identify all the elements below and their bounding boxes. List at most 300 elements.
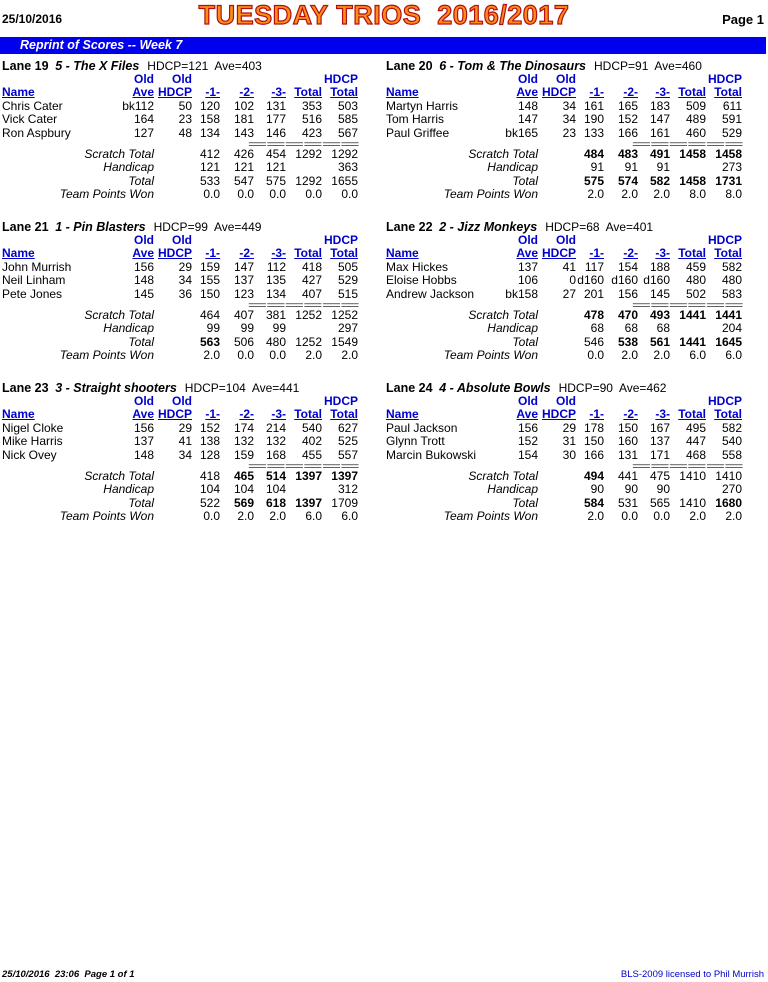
player-g1: 161 [583,98,604,113]
handicap-row-label: Handicap [487,482,538,497]
scratch-total-row-value: 470 [617,308,638,323]
player-htotal: 558 [721,447,742,462]
team-points-row-value: 0.0 [269,187,286,202]
player-name: Martyn Harris [386,98,459,113]
player-htotal: 529 [337,273,358,288]
scratch-total-row-value: 1441 [715,308,742,323]
scratch-total-row-label: Scratch Total [468,147,538,162]
player-g2: 152 [617,112,638,127]
handicap-row-value: 270 [721,482,742,497]
separator: ==== ==== ==== ==== ==== ==== [248,139,358,150]
player-row [2,288,358,301]
col-hdcp-top: HDCP [707,394,742,408]
total-row-label: Total [128,334,154,349]
handicap-row-value [670,483,706,496]
player-g3: 132 [265,434,286,449]
team-points-row-value: 0.0 [341,187,358,202]
col-hdcp-top: HDCP [707,72,742,86]
lane-number: Lane 22 [386,220,433,234]
player-htotal: 582 [721,420,742,435]
total-row-value: 569 [233,495,254,510]
col-game1: -1- [589,246,604,261]
total-row-value: 1441 [679,334,706,349]
player-total: 540 [301,420,322,435]
handicap-row-value: 121 [265,160,286,175]
player-g2: 165 [617,98,638,113]
team-points-row-value: 0.0 [237,348,254,363]
player-hdcp: 34 [562,112,576,127]
team-points-row-value: 6.0 [305,509,322,524]
scratch-total-row-value: 1292 [295,147,322,162]
player-ave: bk165 [505,125,538,140]
player-htotal: 525 [337,434,358,449]
total-row-value: 1410 [679,495,706,510]
col-total: Total [678,407,706,422]
handicap-row-value: 68 [624,321,638,336]
handicap-row [386,483,742,496]
team-average: Ave=403 [214,59,262,73]
player-g1: 120 [199,98,220,113]
handicap-row-value: 68 [656,321,670,336]
col-old-hdcp: Old [172,233,192,247]
lane-heading [2,381,382,395]
player-g3: 112 [266,259,286,274]
player-row [386,127,742,140]
col-name: Name [2,246,35,261]
player-g3: d160 [643,273,670,288]
handicap-row-value [286,161,322,174]
scratch-total-row-value: 491 [649,147,670,162]
handicap-row-value: 363 [337,160,358,175]
scratch-total-row-value: 483 [617,147,638,162]
col-ave: Ave [516,85,538,100]
player-g3: 167 [649,420,670,435]
player-htotal: 503 [337,98,358,113]
col-hdcp: HDCP [157,85,192,100]
col-old-ave: Old [134,233,154,247]
scratch-total-row-label: Scratch Total [468,308,538,323]
total-row-value: 546 [583,334,604,349]
player-hdcp: 30 [562,447,576,462]
player-name: Eloise Hobbs [386,273,457,288]
lane-block [2,381,382,524]
separator: ==== ==== ==== ==== ==== ==== [632,139,742,150]
handicap-row-value: 90 [656,482,670,497]
total-row-value: 1549 [331,334,358,349]
col-old-ave: Old [134,394,154,408]
scratch-total-row-value: 478 [583,308,604,323]
player-g3: 188 [649,259,670,274]
scratch-total-row-label: Scratch Total [84,147,154,162]
team-hdcp: HDCP=99 [153,220,208,234]
total-row-label: Total [128,173,154,188]
handicap-row-value [286,483,322,496]
player-name: Chris Cater [2,98,63,113]
scratch-total-row-value: 441 [617,469,638,484]
lane-block [2,59,382,202]
player-ave: 156 [133,420,154,435]
total-row-value: 565 [649,495,670,510]
header-row [2,247,358,260]
player-g3: 183 [649,98,670,113]
scratch-total-row [2,148,358,161]
scratch-total-row-value: 464 [199,308,220,323]
player-hdcp: 48 [178,125,192,140]
player-name: Ron Aspbury [2,125,71,140]
col-hdcp-total: Total [714,407,742,422]
col-total: Total [678,246,706,261]
total-row-value: 575 [583,173,604,188]
handicap-row-value: 312 [337,482,358,497]
player-name: Paul Jackson [386,420,458,435]
total-row-value: 561 [649,334,670,349]
team-points-row-value: 8.0 [725,187,742,202]
team-name: 3 - Straight shooters [55,381,177,395]
player-g3: 146 [265,125,286,140]
player-htotal: 611 [722,98,742,113]
player-g1: 190 [583,112,604,127]
player-row [386,449,742,462]
total-row-value: 1680 [715,495,742,510]
player-g2: 160 [617,434,638,449]
header-row-top [2,234,358,247]
total-row-value: 584 [583,495,604,510]
col-name: Name [2,407,35,422]
player-row [2,449,358,462]
handicap-row-value: 104 [265,482,286,497]
handicap-row [386,161,742,174]
player-g1: 128 [199,447,220,462]
player-g1: 133 [583,125,604,140]
lane-number: Lane 24 [386,381,433,395]
total-row-value: 1731 [715,173,742,188]
scratch-total-row-value: 381 [265,308,286,323]
col-old-ave: Old [134,72,154,86]
player-row [2,435,358,448]
col-hdcp: HDCP [157,407,192,422]
player-row [386,261,742,274]
player-hdcp: 29 [562,420,576,435]
player-g3: 135 [265,273,286,288]
player-hdcp: 50 [178,98,192,113]
player-row [2,113,358,126]
total-row-value: 522 [199,495,220,510]
player-hdcp: 23 [178,112,192,127]
player-g1: 201 [583,286,604,301]
col-game3: -3- [271,85,286,100]
player-g1: 158 [199,112,220,127]
col-name: Name [386,85,419,100]
player-name: John Murrish [2,259,72,274]
total-row [386,175,742,188]
team-points-row-value: 8.0 [689,187,706,202]
scratch-total-row-label: Scratch Total [84,469,154,484]
scratch-total-row-value: 465 [233,469,254,484]
player-htotal: 529 [721,125,742,140]
player-name: Nigel Cloke [2,420,64,435]
player-g3: 137 [649,434,670,449]
player-g3: 214 [265,420,286,435]
player-ave: 156 [517,420,538,435]
handicap-row-value: 297 [337,321,358,336]
scratch-total-row-value: 514 [265,469,286,484]
player-htotal: 583 [721,286,742,301]
team-points-row-label: Team Points Won [443,348,538,363]
player-name: Marcin Bukowski [386,447,477,462]
team-points-row-value: 0.0 [203,509,220,524]
player-name: Mike Harris [2,434,63,449]
team-points-row-label: Team Points Won [443,187,538,202]
player-g1: 159 [199,259,220,274]
scratch-total-row-value: 493 [649,308,670,323]
player-total: 427 [301,273,322,288]
player-g2: 137 [233,273,254,288]
col-old-hdcp: Old [556,72,576,86]
footer-license: BLS-2009 licensed to Phil Murrish [620,969,764,980]
header-row-top [2,73,358,86]
col-game3: -3- [655,246,670,261]
handicap-row-label: Handicap [487,321,538,336]
total-row-value: 547 [233,173,254,188]
player-total: 418 [301,259,322,274]
player-name: Nick Ovey [2,447,57,462]
player-g3: 168 [265,447,286,462]
team-points-row-value: 0.0 [203,187,220,202]
col-hdcp: HDCP [541,85,576,100]
player-name: Pete Jones [2,286,63,301]
total-row-value: 1252 [295,334,322,349]
player-g2: 154 [617,259,638,274]
team-points-row-value: 2.0 [305,348,322,363]
team-points-row [2,188,358,201]
separator: ==== ==== ==== ==== ==== ==== [248,461,358,472]
player-row [386,274,742,287]
player-ave: 156 [133,259,154,274]
col-total: Total [294,85,322,100]
header-row [386,86,742,99]
col-hdcp-top: HDCP [323,233,358,247]
player-ave: 152 [517,434,538,449]
player-ave: 154 [517,447,538,462]
team-hdcp: HDCP=90 [558,381,613,395]
player-hdcp: 0 [569,273,576,288]
col-hdcp: HDCP [541,246,576,261]
player-row [386,288,742,301]
score-table [2,73,358,202]
player-total: 407 [301,286,322,301]
handicap-row-value: 104 [233,482,254,497]
team-points-row [2,349,358,362]
team-points-row [386,349,742,362]
header-row-top [386,234,742,247]
scratch-total-row-value: 454 [265,147,286,162]
player-hdcp: 36 [178,286,192,301]
col-old-hdcp: Old [172,394,192,408]
team-points-row-value: 2.0 [653,187,670,202]
player-name: Glynn Trott [386,434,445,449]
player-ave: 106 [517,273,538,288]
header-row-top [386,395,742,408]
col-old-ave: Old [518,394,538,408]
lane-heading [2,220,382,234]
scratch-total-row-value: 407 [233,308,254,323]
report-title: TUESDAY TRIOS 2016/2017 [198,0,570,30]
col-hdcp: HDCP [541,407,576,422]
total-row [386,336,742,349]
total-row-value: 582 [649,173,670,188]
team-name: 5 - The X Files [55,59,140,73]
player-g3: 171 [649,447,670,462]
player-total: 468 [685,447,706,462]
player-total: 423 [301,125,322,140]
team-average: Ave=441 [251,381,300,395]
player-htotal: 515 [337,286,358,301]
handicap-row-value [670,161,706,174]
scratch-total-row-value: 484 [583,147,604,162]
team-points-row-value: 6.0 [689,348,706,363]
player-g1: 138 [199,434,220,449]
player-total: 402 [301,434,322,449]
player-name: Vick Cater [2,112,58,127]
player-row [2,261,358,274]
team-points-row-value: 2.0 [341,348,358,363]
handicap-row-label: Handicap [103,482,154,497]
team-points-row-value: 2.0 [621,187,638,202]
team-hdcp: HDCP=68 [545,220,600,234]
team-points-row-value: 0.0 [653,509,670,524]
player-ave: 145 [133,286,154,301]
team-points-row-value: 2.0 [653,348,670,363]
player-htotal: 627 [337,420,358,435]
team-points-row [386,188,742,201]
team-hdcp: HDCP=121 [147,59,209,73]
col-hdcp-total: Total [714,246,742,261]
col-ave: Ave [516,246,538,261]
player-g2: 143 [233,125,254,140]
team-average: Ave=462 [618,381,667,395]
team-name: 6 - Tom & The Dinosaurs [439,59,587,73]
lane-heading [386,59,766,73]
total-row-value: 1397 [295,495,322,510]
scratch-total-row-value: 1458 [715,147,742,162]
total-row-value: 533 [199,173,220,188]
team-points-row-value: 2.0 [689,509,706,524]
player-ave: bk158 [505,286,538,301]
player-g1: 152 [199,420,220,435]
handicap-row [2,483,358,496]
player-total: 489 [685,112,706,127]
player-g2: 181 [233,112,254,127]
total-row-value: 1655 [331,173,358,188]
week-banner: Reprint of Scores -- Week 7 [0,37,766,54]
handicap-row-value: 121 [233,160,254,175]
team-points-row-value: 0.0 [269,348,286,363]
scratch-total-row [2,309,358,322]
handicap-row-value: 99 [240,321,254,336]
separator: ==== ==== ==== ==== ==== ==== [248,300,358,311]
score-table [386,395,742,524]
player-hdcp: 41 [562,259,576,274]
total-row-label: Total [512,334,538,349]
player-ave: 127 [133,125,154,140]
col-game3: -3- [655,85,670,100]
total-row [386,497,742,510]
total-row-label: Total [512,495,538,510]
col-total: Total [294,246,322,261]
handicap-row-value: 204 [721,321,742,336]
player-htotal: 582 [721,259,742,274]
player-g3: 147 [649,112,670,127]
col-game3: -3- [655,407,670,422]
col-hdcp-top: HDCP [707,233,742,247]
col-game1: -1- [589,407,604,422]
scratch-total-row-value: 426 [233,147,254,162]
total-row-value: 1709 [331,495,358,510]
player-htotal: 540 [721,434,742,449]
scratch-total-row [2,470,358,483]
header-row-top [2,395,358,408]
page-number: Page 1 [722,12,764,27]
player-total: 502 [685,286,706,301]
total-row-value: 1645 [715,334,742,349]
player-total: 495 [685,420,706,435]
player-htotal: 480 [721,273,742,288]
player-total: 516 [301,112,322,127]
total-row-value: 538 [617,334,638,349]
player-g2: 156 [617,286,638,301]
col-game2: -2- [623,246,638,261]
player-g3: 131 [265,98,286,113]
player-g1: 166 [583,447,604,462]
total-row-label: Total [512,173,538,188]
player-g1: 155 [199,273,220,288]
total-row-value: 574 [617,173,638,188]
col-hdcp: HDCP [157,246,192,261]
total-row-value: 575 [265,173,286,188]
player-hdcp: 34 [178,273,192,288]
lane-block [386,59,766,202]
team-points-row-label: Team Points Won [59,187,154,202]
score-table [2,234,358,363]
total-row [2,336,358,349]
handicap-row [386,322,742,335]
scratch-total-row [386,148,742,161]
player-g1: d160 [577,273,604,288]
separator: ==== ==== ==== ==== ==== ==== [632,300,742,311]
player-name: Neil Linham [2,273,66,288]
player-g3: 134 [265,286,286,301]
col-hdcp-top: HDCP [323,72,358,86]
total-row [2,175,358,188]
scratch-total-row-label: Scratch Total [468,469,538,484]
col-name: Name [2,85,35,100]
handicap-row-value [286,322,322,335]
player-total: 480 [685,273,706,288]
handicap-row-value: 273 [721,160,742,175]
col-game2: -2- [239,85,254,100]
scratch-total-row [386,470,742,483]
col-ave: Ave [132,407,154,422]
player-g2: 147 [233,259,254,274]
col-ave: Ave [132,246,154,261]
col-old-ave: Old [518,233,538,247]
col-old-hdcp: Old [172,72,192,86]
team-average: Ave=449 [213,220,262,234]
handicap-row-label: Handicap [103,160,154,175]
player-row [386,435,742,448]
player-hdcp: 27 [562,286,576,301]
player-total: 460 [685,125,706,140]
